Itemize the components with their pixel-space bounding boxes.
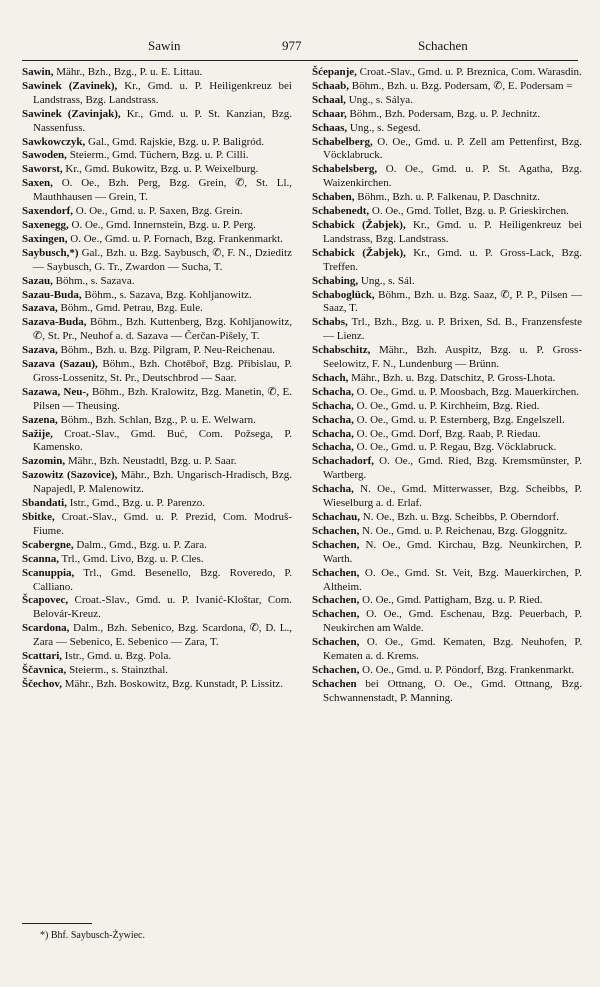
entry-headword: Schaboglück, [312, 288, 375, 301]
entry-headword: Schacha, [312, 441, 354, 454]
gazetteer-entry [312, 428, 582, 442]
entry-text: Kr., Gmd. u. P. Gross-Lack, Bzg. Treffen. [323, 246, 582, 273]
gazetteer-entry [22, 233, 292, 247]
gazetteer-entry [312, 94, 582, 108]
gazetteer-entry [22, 163, 292, 177]
entry-text: Kr., Gmd. u. P. Heiligenkreuz bei Landstrass, Bzg. Landstrass. [323, 218, 582, 245]
entry-headword: Schachau, [312, 511, 360, 523]
gazetteer-entry [312, 483, 582, 511]
entry-headword: Sazomin, [22, 455, 66, 468]
gazetteer-entry [312, 80, 582, 94]
entry-text: Böhm., Bzh. Schlan, Bzg., P. u. E. Welwarn. [57, 413, 256, 426]
entry-text: Mähr., Bzh. u. Bzg. Datschitz, P. Gross-Lhota. [348, 371, 556, 384]
entry-headword: Schabing, [312, 274, 359, 287]
entry-headword: Šćepanje, [312, 66, 357, 78]
entry-text: N. Oe., Gmd. Kirchau, Bzg. Neunkirchen, P. Warth. [323, 538, 582, 565]
entry-headword: Sazava (Sazau), [22, 358, 98, 371]
gazetteer-entry [312, 511, 582, 525]
gazetteer-entry [22, 567, 292, 595]
entry-headword: Schachen, [312, 524, 360, 537]
entry-headword: Sazawa, Neu-, [22, 385, 89, 398]
entry-text: Steierm., s. Stainzthal. [66, 663, 169, 676]
entry-text: O. Oe., Gmd. Pattigham, Bzg. u. P. Ried. [359, 594, 543, 607]
entry-text: O. Oe., Gmd. u. P. Fornach, Bzg. Frankenmarkt. [67, 232, 283, 245]
gazetteer-entry [312, 163, 582, 191]
entry-text: N. Oe., Gmd. Mitterwasser, Bzg. Scheibbs, P. Wieselburg a. d. Erlaf. [323, 483, 582, 510]
gazetteer-entry [312, 108, 582, 122]
entry-text: O. Oe., Gmd. u. P. Kirchheim, Bzg. Ried. [353, 399, 540, 412]
entry-headword: Schacha, [312, 427, 354, 440]
gazetteer-entry [312, 205, 582, 219]
header-rule [22, 60, 578, 61]
entry-headword: Sažije, [22, 427, 53, 440]
entry-text: O. Oe., Gmd. u. P. Esternberg, Bzg. Engelszell. [353, 413, 565, 426]
entry-text: O. Oe., Gmd. u. P. Zell am Pettenfirst, Bzg. Vöcklabruck. [323, 135, 582, 162]
gazetteer-entry [22, 678, 292, 692]
gazetteer-entry [312, 525, 582, 539]
entry-headword: Schachen, [312, 663, 360, 676]
entry-headword: Ščavnica, [22, 663, 67, 676]
gazetteer-entry [22, 177, 292, 205]
entry-headword: Schacha, [312, 413, 354, 426]
entry-text: Dalm., Bzh. Sebenico, Bzg. Scardona, ✆, D. L., Zara — Sebenico, E. Sebenico — Zara, T. [33, 622, 292, 649]
entry-headword: Schaal, [312, 93, 346, 106]
gazetteer-entry [312, 455, 582, 483]
gazetteer-entry [22, 275, 292, 289]
gazetteer-entry [22, 469, 292, 497]
entry-text: Trl., Gmd. Livo, Bzg. u. P. Cles. [59, 552, 204, 565]
gazetteer-entry [22, 414, 292, 428]
entry-text: Kr., Gmd. u. P. Heiligenkreuz bei Landstrass, Bzg. Landstrass. [33, 79, 292, 106]
entry-text: O. Oe., Gmd. u. P. Saxen, Bzg. Grein. [73, 205, 243, 218]
entry-text: Mähr., Bzh. Auspitz, Bzg. u. P. Gross-Seelowitz, F. N., Lundenburg — Brünn. [323, 344, 582, 371]
entry-text: Böhm., Bzh. u. Bzg. Podersam, ✆, E. Podersam = [349, 79, 573, 92]
entry-text: Böhm., s. Sazava, Bzg. Kohljanowitz. [81, 288, 252, 301]
gazetteer-entry [312, 316, 582, 344]
entry-text: O. Oe., Gmd. Dorf, Bzg. Raab, P. Riedau. [353, 427, 541, 440]
gazetteer-entry [22, 108, 292, 136]
entry-headword: Schabelberg, [312, 135, 373, 148]
entry-text: Böhm., Bzh. Chotěboř, Bzg. Přibislau, P. Gross-Lossenitz, St. Pr., Deutschbrod — Saar. [33, 358, 292, 384]
entry-text: Croat.-Slav., Gmd. u. P. Ivanić-Kloštar, Com. Belovár-Kreuz. [33, 594, 292, 621]
gazetteer-entry [22, 650, 292, 664]
entry-text: Mähr., Bzh. Boskowitz, Bzg. Kunstadt, P. Lissitz. [62, 677, 283, 690]
page-number: 977 [282, 38, 302, 53]
gazetteer-entry [312, 219, 582, 247]
entry-headword: Ščechov, [22, 677, 63, 690]
entry-text: Croat.-Slav., Gmd. u. P. Prezid, Com. Modruš-Fiume. [33, 511, 292, 537]
gazetteer-entry [22, 80, 292, 108]
entry-headword: Schabelsberg, [312, 163, 378, 176]
entry-text: Trl., Bzh., Bzg. u. P. Brixen, Sd. B., Franzensfeste — Lienz. [323, 316, 582, 343]
entry-headword: Sazava, [22, 302, 58, 315]
header-left-guide-word: Sawin [148, 38, 181, 53]
entry-headword: Schachadorf, [312, 455, 375, 468]
entry-text: O. Oe., Gmd. u. P. Regau, Bzg. Vöcklabruck. [353, 441, 557, 454]
gazetteer-entry [22, 302, 292, 316]
entry-text: Böhm., Bzh. u. P. Falkenau, P. Daschnitz. [354, 191, 540, 204]
entry-headword: Schaar, [312, 107, 347, 120]
entry-text: O. Oe., Gmd. Innernstein, Bzg. u. P. Perg. [68, 218, 256, 231]
gazetteer-entry [22, 386, 292, 414]
gazetteer-entry [22, 455, 292, 469]
entry-text: Gal., Bzh. u. Bzg. Saybusch, ✆, F. N., Dzieditz — Saybusch, G. Tr., Zwardon — Sucha, T. [33, 246, 292, 273]
entry-text: O. Oe., Gmd. Ried, Bzg. Kremsmünster, P. Wartberg. [323, 455, 582, 482]
gazetteer-entry [22, 344, 292, 358]
entry-text: Dalm., Gmd., Bzg. u. P. Zara. [73, 538, 207, 551]
entry-text: Ung., s. Sálya. [345, 93, 413, 106]
entry-headword: Saxenegg, [22, 218, 69, 231]
entry-text: bei Ottnang, O. Oe., Gmd. Ottnang, Bzg. Schwannenstadt, P. Manning. [323, 677, 582, 704]
entry-headword: Schaab, [312, 79, 349, 92]
gazetteer-entry [312, 66, 582, 80]
gazetteer-entry [312, 664, 582, 678]
gazetteer-entry [312, 372, 582, 386]
entry-headword: Schachen [312, 677, 357, 690]
entry-headword: Scanna, [22, 552, 59, 565]
entry-text: Mähr., Bzh. Neustadtl, Bzg. u. P. Saar. [65, 455, 237, 468]
entry-text: Böhm., Bzh. Podersam, Bzg. u. P. Jechnitz. [346, 107, 541, 120]
entry-text: Istr., Gmd., Bzg. u. P. Parenzo. [66, 497, 206, 510]
entry-text: Trl., Gmd. Besenello, Bzg. Roveredo, P. Calliano. [33, 566, 292, 593]
entry-headword: Scabergne, [22, 538, 74, 551]
gazetteer-entry [312, 414, 582, 428]
entry-headword: Saybusch,*) [22, 246, 79, 259]
gazetteer-entry [312, 344, 582, 372]
entry-headword: Saxendorf, [22, 205, 74, 218]
entry-text: Gal., Gmd. Rajskie, Bzg. u. P. Baligród. [85, 135, 265, 148]
gazetteer-entry [22, 428, 292, 456]
entry-text: Ung., s. Sál. [358, 274, 415, 287]
entry-text: Croat.-Slav., Gmd. u. P. Breznica, Com. Warasdin. [356, 66, 582, 78]
gazetteer-entry [22, 247, 292, 275]
entry-text: O. Oe., Gmd. u. P. Pöndorf, Bzg. Frankenmarkt. [359, 663, 575, 676]
entry-headword: Saworst, [22, 163, 63, 176]
gazetteer-entry [312, 191, 582, 205]
gazetteer-entry [312, 608, 582, 636]
gazetteer-entry [312, 122, 582, 136]
entry-headword: Sawinek (Zavinek), [22, 79, 118, 92]
entry-headword: Sawin, [22, 66, 54, 78]
entry-text: Böhm., Bzh. u. Bzg. Pilgram, P. Neu-Reichenau. [57, 344, 275, 357]
entry-headword: Schach, [312, 371, 349, 384]
gazetteer-entry [22, 664, 292, 678]
entry-headword: Schachen, [312, 594, 360, 607]
entry-headword: Scanuppia, [22, 566, 75, 579]
entry-text: O. Oe., Bzh. Perg, Bzg. Grein, ✆, St. Ll., Mauthhausen — Grein, T. [33, 177, 292, 204]
gazetteer-entry [22, 219, 292, 233]
gazetteer-entry [22, 358, 292, 386]
entry-headword: Sawkowczyk, [22, 135, 86, 148]
left-column [22, 66, 292, 692]
entry-headword: Sbitke, [22, 511, 55, 523]
entry-text: Steierm., Gmd. Tüchern, Bzg. u. P. Cilli. [66, 149, 249, 162]
entry-text: Böhm., Gmd. Petrau, Bzg. Eule. [57, 302, 203, 315]
footnote-rule [22, 923, 92, 924]
entry-text: Kr., Gmd. Bukowitz, Bzg. u. P. Weixelburg. [62, 163, 259, 176]
entry-text: Kr., Gmd. u. P. St. Kanzian, Bzg. Nassenfuss. [33, 107, 292, 134]
entry-headword: Sawoden, [22, 149, 67, 162]
entry-headword: Schabenedt, [312, 205, 370, 218]
entry-text: Croat.-Slav., Gmd. Buć, Com. Požsega, P. Kamensko. [33, 427, 292, 454]
gazetteer-entry [312, 275, 582, 289]
entry-text: Mähr., Bzh., Bzg., P. u. E. Littau. [53, 66, 203, 78]
entry-text: Mähr., Bzh. Ungarisch-Hradisch, Bzg. Napajedl, P. Malenowitz. [33, 469, 292, 496]
entry-text: N. Oe., Bzh. u. Bzg. Scheibbs, P. Oberndorf. [360, 511, 559, 523]
gazetteer-entry [312, 289, 582, 317]
gazetteer-entry [22, 539, 292, 553]
entry-text: O. Oe., Gmd. u. P. Moosbach, Bzg. Mauerkirchen. [353, 385, 580, 398]
entry-headword: Schachen, [312, 608, 360, 621]
gazetteer-entry [22, 66, 292, 80]
entry-text: Ung., s. Segesd. [347, 121, 421, 134]
entry-headword: Sbandati, [22, 497, 67, 510]
entry-text: Böhm., Bzh. Kuttenberg, Bzg. Kohljanowitz, ✆, St. Pr., Neuhof a. d. Sazava — Čerčan-Pišely, T. [33, 316, 292, 343]
entry-headword: Schabs, [312, 316, 348, 329]
entry-headword: Schabick (Žabjek), [312, 246, 406, 259]
gazetteer-entry [22, 149, 292, 163]
entry-headword: Schacha, [312, 399, 354, 412]
header-right-guide-word: Schachen [418, 38, 468, 53]
gazetteer-entry [22, 511, 292, 539]
entry-headword: Saxen, [22, 177, 53, 190]
entry-text: O. Oe., Gmd. Eschenau, Bzg. Peuerbach, P. Neukirchen am Walde. [323, 608, 582, 635]
gazetteer-entry [312, 636, 582, 664]
page-header [0, 38, 600, 58]
right-column [312, 66, 582, 706]
entry-headword: Schacha, [312, 385, 354, 398]
entry-text: O. Oe., Gmd. Kematen, Bzg. Neuhofen, P. Kematen a. d. Krems. [323, 636, 582, 663]
gazetteer-entry [312, 567, 582, 595]
entry-headword: Sazowitz (Sazovice), [22, 469, 118, 482]
entry-headword: Sawinek (Zavinjak), [22, 107, 121, 120]
entry-headword: Schachen, [312, 566, 360, 579]
gazetteer-entry [312, 247, 582, 275]
entry-text: Böhm., Bzh. Kralowitz, Bzg. Manetin, ✆, E. Pilsen — Theusing. [33, 385, 292, 412]
gazetteer-entry [312, 594, 582, 608]
gazetteer-entry [22, 316, 292, 344]
gazetteer-entry [22, 622, 292, 650]
entry-headword: Schaas, [312, 121, 348, 134]
entry-headword: Schaben, [312, 191, 355, 204]
entry-headword: Sazava-Buda, [22, 316, 87, 329]
entry-text: N. Oe., Gmd. u. P. Reichenau, Bzg. Gloggnitz. [359, 524, 568, 537]
gazetteer-entry [312, 678, 582, 706]
gazetteer-entry [22, 553, 292, 567]
entry-headword: Sazau-Buda, [22, 288, 82, 301]
entry-headword: Sazau, [22, 274, 53, 287]
entry-headword: Scardona, [22, 622, 70, 635]
gazetteer-entry [312, 136, 582, 164]
footnote: *) Bhf. Saybusch-Żywiec. [40, 930, 145, 941]
entry-text: Böhm., s. Sazava. [52, 274, 135, 287]
gazetteer-entry [22, 594, 292, 622]
entry-text: Istr., Gmd. u. Bzg. Pola. [62, 650, 172, 663]
entry-headword: Schabschitz, [312, 344, 371, 357]
entry-text: O. Oe., Gmd. Tollet, Bzg. u. P. Grieskirchen. [369, 205, 569, 218]
entry-headword: Sazena, [22, 413, 58, 426]
gazetteer-entry [312, 386, 582, 400]
entry-text: Böhm., Bzh. u. Bzg. Saaz, ✆, P. P., Pilsen — Saaz, T. [323, 288, 582, 315]
entry-headword: Schachen, [312, 538, 360, 551]
entry-headword: Schachen, [312, 636, 360, 649]
gazetteer-entry [22, 205, 292, 219]
entry-headword: Šcapovec, [22, 594, 69, 607]
gazetteer-entry [312, 539, 582, 567]
entry-headword: Sazava, [22, 344, 58, 357]
gazetteer-entry [312, 441, 582, 455]
gazetteer-entry [22, 136, 292, 150]
entry-headword: Scattari, [22, 650, 63, 663]
entry-headword: Saxingen, [22, 232, 68, 245]
gazetteer-entry [312, 400, 582, 414]
entry-headword: Schabick (Žabjek), [312, 218, 406, 231]
entry-headword: Schacha, [312, 483, 354, 496]
entry-text: O. Oe., Gmd. u. P. St. Agatha, Bzg. Waizenkirchen. [323, 163, 582, 190]
gazetteer-entry [22, 497, 292, 511]
gazetteer-entry [22, 289, 292, 303]
entry-text: O. Oe., Gmd. St. Veit, Bzg. Mauerkirchen, P. Altheim. [323, 566, 582, 593]
